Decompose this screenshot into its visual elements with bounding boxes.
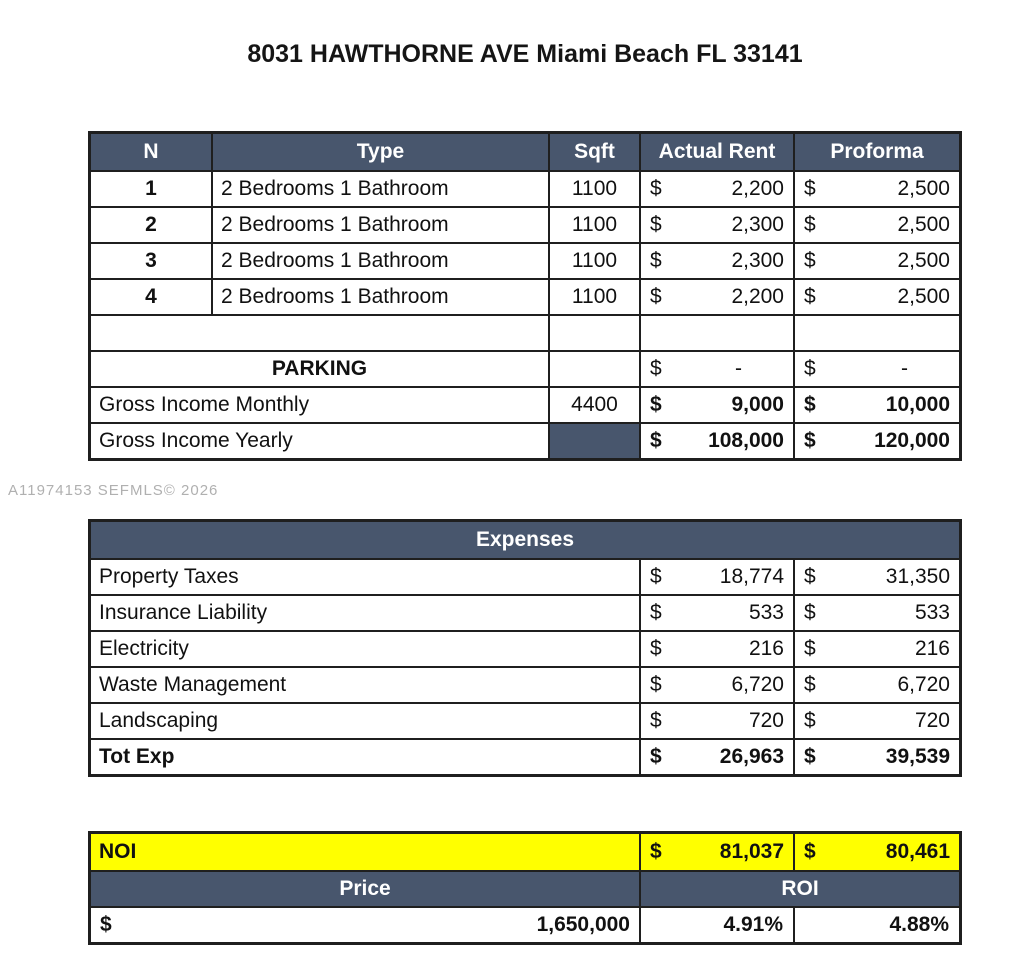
unit-number: 1 [145, 177, 157, 200]
unit-number: 3 [145, 249, 157, 272]
dollar-sign: $ [804, 565, 816, 588]
expense-proforma: $ 216 [793, 632, 959, 666]
gross-yearly-label: Gross Income Yearly [99, 429, 293, 452]
unit-proforma: $ 2,500 [793, 280, 959, 314]
dollar-sign: $ [650, 429, 662, 452]
roi-proforma-value: 4.88% [793, 908, 959, 942]
dollar-sign: $ [650, 673, 662, 696]
parking-actual-rent: $ - [639, 352, 793, 386]
gross-monthly-actual: $ 9,000 [639, 388, 793, 422]
parking-row [91, 350, 959, 386]
dollar-sign: $ [650, 840, 662, 863]
dollar-sign: $ [804, 709, 816, 732]
dollar-sign: $ [804, 637, 816, 660]
expense-proforma: $ 720 [793, 704, 959, 738]
dollar-sign: $ [650, 393, 662, 416]
income-table [88, 131, 962, 461]
expense-label: Insurance Liability [99, 601, 268, 624]
gross-income-yearly-row [91, 422, 959, 458]
header-n: N [91, 134, 211, 170]
price-roi-header-row [91, 870, 959, 906]
dollar-sign: $ [650, 249, 662, 272]
expense-label: Waste Management [99, 673, 287, 696]
unit-actual-rent: $ 2,300 [639, 244, 793, 278]
noi-label: NOI [91, 834, 639, 870]
unit-type: 2 Bedrooms 1 Bathroom [211, 244, 548, 278]
unit-actual-rent: $ 2,300 [639, 208, 793, 242]
total-expenses-actual: $ 26,963 [639, 740, 793, 774]
price-value: $ 1,650,000 [100, 913, 630, 936]
gross-monthly-proforma: $ 10,000 [793, 388, 959, 422]
empty-row [91, 314, 959, 350]
filled-cell [548, 424, 639, 458]
dollar-sign: $ [804, 429, 816, 452]
dollar-sign: $ [804, 673, 816, 696]
unit-actual-rent: $ 2,200 [639, 280, 793, 314]
income-table-header-row [91, 134, 959, 170]
header-type: Type [211, 134, 548, 170]
unit-sqft: 1100 [548, 208, 639, 242]
dollar-sign: $ [650, 213, 662, 236]
noi-proforma: $ 80,461 [793, 834, 959, 870]
expense-row-waste [91, 666, 959, 702]
dollar-sign: $ [650, 745, 662, 768]
gross-monthly-label: Gross Income Monthly [99, 393, 310, 416]
dollar-sign: $ [650, 565, 662, 588]
price-roi-value-row [91, 906, 959, 942]
dollar-sign: $ [804, 285, 816, 308]
dollar-sign: $ [804, 601, 816, 624]
summary-table [88, 831, 962, 945]
total-expenses-proforma: $ 39,539 [793, 740, 959, 774]
gross-income-monthly-row [91, 386, 959, 422]
expense-label: Property Taxes [99, 565, 239, 588]
total-expenses-row [91, 738, 959, 774]
dollar-sign: $ [650, 601, 662, 624]
expense-actual: $ 6,720 [639, 668, 793, 702]
mls-watermark: A11974153 SEFMLS© 2026 [8, 482, 219, 499]
expense-row-property-taxes [91, 558, 959, 594]
noi-actual: $ 81,037 [639, 834, 793, 870]
unit-proforma: $ 2,500 [793, 208, 959, 242]
expense-actual: $ 216 [639, 632, 793, 666]
dollar-sign: $ [804, 840, 816, 863]
expense-label: Landscaping [99, 709, 219, 732]
expense-row-landscaping [91, 702, 959, 738]
unit-row-1 [91, 170, 959, 206]
unit-sqft: 1100 [548, 280, 639, 314]
unit-sqft: 1100 [548, 244, 639, 278]
page-title: 8031 HAWTHORNE AVE Miami Beach FL 33141 [247, 40, 803, 68]
dollar-sign: $ [650, 285, 662, 308]
dollar-sign: $ [650, 709, 662, 732]
noi-row [91, 834, 959, 870]
unit-row-4 [91, 278, 959, 314]
header-sqft: Sqft [548, 134, 639, 170]
gross-yearly-proforma: $ 120,000 [793, 424, 959, 458]
expenses-header: Expenses [91, 522, 959, 558]
roi-header: ROI [639, 872, 959, 906]
dollar-sign: $ [650, 637, 662, 660]
dollar-sign: $ [804, 213, 816, 236]
unit-row-2 [91, 206, 959, 242]
header-proforma: Proforma [793, 134, 959, 170]
unit-sqft: 1100 [548, 172, 639, 206]
expenses-header-row [91, 522, 959, 558]
unit-actual-rent: $ 2,200 [639, 172, 793, 206]
gross-yearly-actual: $ 108,000 [639, 424, 793, 458]
unit-proforma: $ 2,500 [793, 244, 959, 278]
dollar-sign: $ [804, 177, 816, 200]
dollar-sign: $ [650, 357, 662, 380]
dollar-sign: $ [804, 393, 816, 416]
roi-actual-value: 4.91% [639, 908, 793, 942]
dollar-sign: $ [804, 357, 816, 380]
unit-number: 2 [145, 213, 157, 236]
unit-type: 2 Bedrooms 1 Bathroom [211, 172, 548, 206]
expense-actual: $ 720 [639, 704, 793, 738]
dollar-sign: $ [804, 745, 816, 768]
expense-actual: $ 18,774 [639, 560, 793, 594]
header-actual-rent: Actual Rent [639, 134, 793, 170]
dollar-sign: $ [650, 177, 662, 200]
expense-proforma: $ 6,720 [793, 668, 959, 702]
expense-proforma: $ 31,350 [793, 560, 959, 594]
gross-monthly-sqft: 4400 [548, 388, 639, 422]
expense-row-insurance [91, 594, 959, 630]
expense-actual: $ 533 [639, 596, 793, 630]
parking-label: PARKING [271, 357, 368, 380]
expense-row-electricity [91, 630, 959, 666]
unit-proforma: $ 2,500 [793, 172, 959, 206]
unit-row-3 [91, 242, 959, 278]
dollar-sign: $ [804, 249, 816, 272]
unit-type: 2 Bedrooms 1 Bathroom [211, 208, 548, 242]
unit-type: 2 Bedrooms 1 Bathroom [211, 280, 548, 314]
total-expenses-label: Tot Exp [99, 745, 175, 768]
unit-number: 4 [145, 285, 157, 308]
expense-label: Electricity [99, 637, 189, 660]
parking-proforma: $ - [793, 352, 959, 386]
price-header: Price [91, 872, 639, 906]
expense-proforma: $ 533 [793, 596, 959, 630]
expenses-table [88, 519, 962, 777]
dollar-sign: $ [100, 913, 112, 936]
